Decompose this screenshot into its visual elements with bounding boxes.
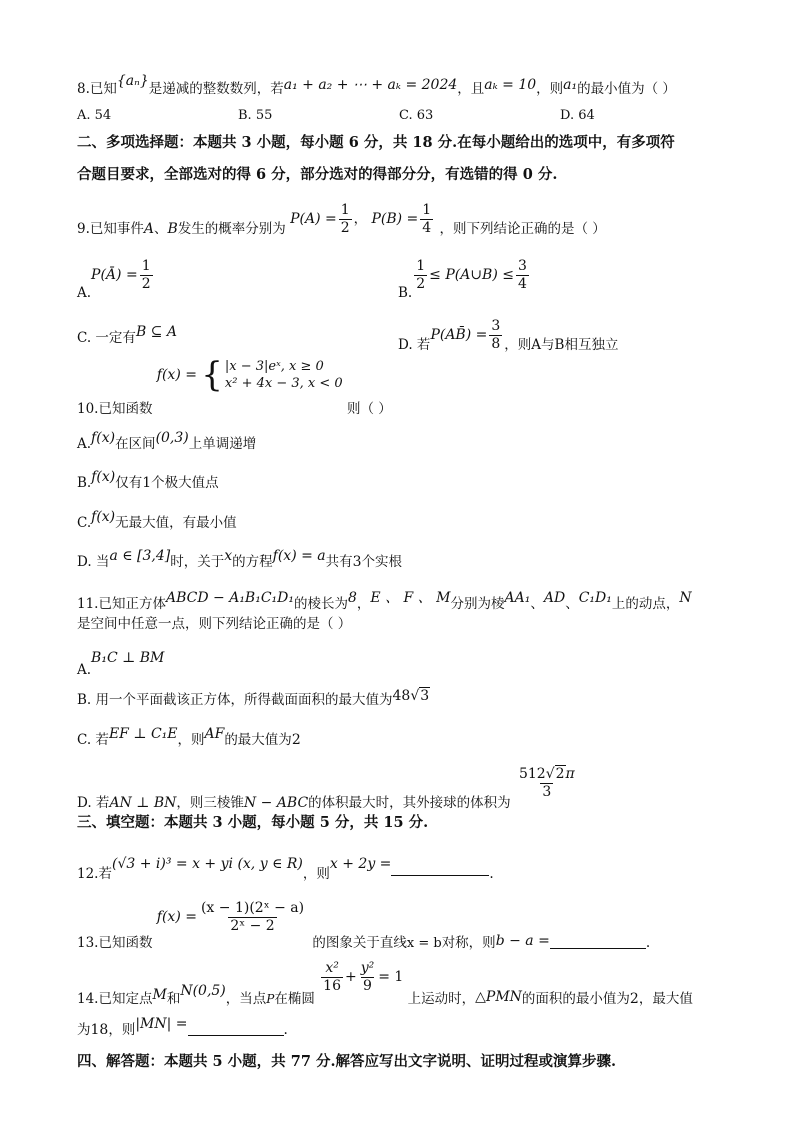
text: 在区间	[115, 436, 156, 452]
tetrahedron: N − ABC	[243, 795, 309, 811]
option-label: C.	[77, 515, 92, 531]
denominator: 4	[517, 276, 527, 292]
question-14: 14.已知定点M和N(0,5)，当点P在椭圆 $\frac{\text{x²}}{16}$ + $\frac{\text{y²}}{9}$ = 1 上运动时，△PMN的面积的最小值为2，最大值	[77, 960, 693, 1007]
section-heading-2: 二、多项选择题：本题共 3 小题，每小题 6 分，共 18 分.在每小题给出的选项中，有多项符	[77, 134, 675, 151]
text: 已知函数	[98, 400, 153, 417]
option-label: A.	[77, 662, 92, 678]
edge-ad: AD	[543, 590, 566, 606]
text: 已知事件	[89, 221, 144, 237]
text: 仅有	[115, 475, 143, 491]
text: 和	[166, 991, 181, 1007]
question-number: 13.	[77, 935, 99, 951]
text: 发生的概率分别为	[177, 221, 286, 237]
text: 在椭圆	[274, 991, 315, 1007]
q11-option-d[interactable]	[77, 760, 579, 811]
function-symbol: f(x) =	[156, 909, 197, 925]
numerator: 512	[518, 766, 546, 782]
text: 已知定点	[98, 991, 153, 1007]
numerator: x²	[325, 960, 339, 976]
option-label: A.	[77, 436, 92, 452]
option-text: B. 用一个平面截该正方体，所得截面面积的最大值为	[77, 692, 393, 708]
text: 已知函数	[98, 935, 153, 951]
text: 的方程	[232, 554, 273, 570]
line-equation: x = b	[406, 936, 442, 951]
q10-option-c[interactable]	[77, 507, 237, 531]
expression: P(AB̄) =	[430, 327, 488, 343]
denominator: 9	[363, 978, 372, 994]
option-label: C. 若	[77, 732, 109, 748]
text: ，则	[177, 732, 205, 748]
q9-option-b[interactable]	[398, 258, 531, 301]
interval: (0,3)	[155, 430, 189, 446]
text: 个实根	[361, 554, 403, 570]
q11-option-a[interactable]	[77, 648, 165, 678]
sphere-volume-fraction: $\frac{512√2\pi}{3}$	[518, 766, 575, 800]
expression: (√3 + i)³ = x + yi (x, y ∈ R)	[111, 856, 303, 872]
text: ，	[356, 596, 371, 612]
sum-expression: a₁ + a₂ + ⋯ + aₖ = 2024	[283, 77, 458, 93]
separator: ，	[353, 211, 368, 227]
section-heading-3: 三、填空题：本题共 3 小题，每小题 5 分，共 15 分.	[77, 814, 429, 831]
expression: B ⊆ A	[135, 324, 177, 340]
fraction-one-half	[414, 258, 427, 293]
question-number: 9.	[77, 221, 90, 237]
option-label: D. 若	[398, 337, 431, 353]
numerator: 3	[517, 258, 527, 274]
text: 的图象关于直线	[312, 935, 407, 951]
ak-expression: aₖ = 10	[484, 77, 537, 93]
numerator: 1	[340, 202, 350, 218]
denominator: 3	[542, 784, 552, 800]
fraction-one-quarter	[420, 202, 433, 237]
piece-2: x² + 4x − 3, x < 0	[224, 376, 343, 391]
expression: B₁C ⊥ BM	[91, 650, 165, 666]
q11-option-b[interactable]: B. 用一个平面截该正方体，所得截面面积的最大值为48√3	[77, 688, 430, 708]
fraction-one-half	[140, 258, 153, 293]
denominator: 4	[422, 220, 432, 236]
pb-expression: P(B) =	[371, 211, 419, 227]
question-11-cont: 是空间中任意一点，则下列结论正确的是（ ）	[77, 616, 352, 632]
question-number: 8.	[77, 81, 90, 97]
separator: 、	[154, 221, 168, 237]
text: ，则	[536, 81, 564, 97]
text: 已知正方体	[98, 596, 166, 612]
text: 无最大值，有最小值	[115, 515, 237, 531]
text: ，则A与B相互独立	[504, 337, 619, 353]
expression: P(Ā) =	[91, 267, 138, 283]
edge-aa1: AA₁	[504, 590, 531, 606]
edge-length: 8	[348, 590, 357, 606]
period: .	[489, 866, 494, 882]
event-b: B	[167, 221, 178, 237]
target-expression: b − a =	[495, 933, 550, 949]
piecewise-definition: { |x − 3|eˣ, x ≥ 0 x² + 4x − 3, x < 0	[201, 355, 343, 395]
denominator: 2ˣ − 2	[230, 918, 275, 934]
option-label: B.	[398, 285, 413, 301]
function-fraction	[199, 900, 306, 935]
text: 则（ ）	[346, 400, 392, 417]
numerator: y²	[360, 960, 375, 976]
denominator: 16	[323, 978, 341, 994]
event-a: A	[143, 221, 155, 237]
expression: f(x)	[91, 469, 116, 485]
cube-name: ABCD − A₁B₁C₁D₁	[165, 590, 294, 606]
separator: 、	[530, 596, 544, 612]
target-expression: |MN| =	[135, 1016, 188, 1032]
segment-af: AF	[204, 726, 225, 742]
numerator: 1	[141, 258, 151, 274]
variable: x	[224, 548, 233, 564]
text: ，则	[108, 1022, 136, 1038]
text: ，最大值	[638, 991, 693, 1007]
text: 个极大值点	[151, 475, 219, 491]
question-12	[77, 854, 494, 882]
number: 1	[142, 475, 152, 491]
question-number: 14.	[77, 991, 99, 1007]
expression: a ∈ [3,4]	[109, 548, 171, 564]
section-heading-2-cont: 合题目要求，全部选对的得 6 分，部分选对的得部分分，有选错的得 0 分.	[77, 166, 558, 183]
option-label: D. 当	[77, 554, 110, 570]
ellipse-x-term	[321, 960, 343, 995]
answer-blank[interactable]	[391, 863, 489, 876]
q10-option-d[interactable]	[77, 546, 403, 570]
expression: f(x)	[91, 430, 116, 446]
option-c[interactable]: C. 63	[399, 108, 434, 123]
expression: AN ⊥ BN	[109, 795, 177, 811]
question-number: 12.	[77, 866, 99, 882]
question-number: 11.	[77, 596, 99, 612]
pa-expression: P(A) =	[290, 211, 337, 227]
number: 2	[291, 732, 301, 748]
text: 的最小值为（ ）	[577, 81, 676, 97]
option-label: B.	[77, 475, 92, 491]
triangle-pmn: △PMN	[475, 989, 522, 1005]
sequence-symbol: {aₙ}	[116, 73, 149, 89]
points: E 、 F 、 M	[370, 590, 451, 606]
numerator: 1	[416, 258, 426, 274]
option-d[interactable]: D. 64	[560, 108, 595, 123]
text: 共有	[325, 554, 353, 570]
q9-option-d[interactable]	[398, 318, 618, 353]
option-label: A.	[77, 285, 92, 301]
expression: ≤ P(A∪B) ≤	[429, 267, 514, 283]
q11-option-c[interactable]	[77, 724, 301, 748]
radicand: 2	[555, 766, 565, 782]
ellipse-y-term	[359, 960, 377, 995]
radicand: 3	[420, 688, 430, 704]
denominator: 2	[340, 220, 350, 236]
point-n: N	[679, 590, 692, 606]
text: 若	[98, 866, 112, 882]
point-m: M	[152, 987, 167, 1003]
question-9	[77, 202, 606, 247]
text: 对称，则	[441, 935, 496, 951]
pi: π	[565, 766, 575, 782]
option-text: C. 一定有	[77, 330, 136, 346]
numerator: 1	[422, 202, 432, 218]
point-n: N(0,5)	[180, 983, 226, 999]
numerator: 3	[491, 318, 501, 334]
text: ，当点	[225, 991, 267, 1007]
a1-symbol: a₁	[563, 77, 578, 93]
question-number: 10.	[77, 400, 99, 417]
question-8	[77, 73, 676, 99]
text: 是递减的整数数列，若	[148, 81, 284, 97]
q9-option-c[interactable]	[77, 322, 177, 346]
text: 上运动时，	[407, 991, 476, 1007]
number: 3	[352, 554, 362, 570]
text: 已知	[89, 81, 117, 97]
text: 为	[77, 1022, 91, 1038]
separator: 、	[565, 596, 579, 612]
point-p: P	[266, 992, 275, 1006]
text: 的面积的最小值为	[521, 991, 630, 1007]
question-13	[77, 896, 651, 951]
period: .	[645, 935, 651, 951]
denominator: 8	[491, 336, 501, 352]
text: 时，关于	[170, 554, 225, 570]
text: 上单调递增	[188, 436, 257, 452]
expression: EF ⊥ C₁E	[108, 726, 178, 742]
text: ，则三棱锥	[176, 795, 244, 811]
fraction-one-half	[339, 202, 352, 237]
answer-blank[interactable]	[188, 1023, 284, 1036]
number: 48	[392, 688, 411, 704]
q10-option-a[interactable]	[77, 428, 257, 452]
text: ，则	[302, 866, 330, 882]
function-symbol: f(x) =	[156, 366, 197, 383]
q10-option-b[interactable]	[77, 467, 219, 491]
numerator: (x − 1)(2ˣ − a)	[200, 900, 305, 916]
fraction-three-quarters	[516, 258, 529, 293]
equals-one: = 1	[378, 969, 404, 985]
question-11	[77, 588, 692, 612]
section-heading-4: 四、解答题：本题共 5 小题，共 77 分.解答应写出文字说明、证明过程或演算步骤.	[77, 1053, 617, 1070]
option-label: D. 若	[77, 795, 110, 811]
edge-c1d1: C₁D₁	[578, 590, 612, 606]
question-10	[77, 355, 392, 417]
target-expression: x + 2y =	[329, 856, 392, 872]
option-b[interactable]: B. 55	[238, 108, 273, 123]
q9-option-a[interactable]	[77, 258, 155, 301]
fraction-three-eighths	[489, 318, 502, 353]
answer-blank[interactable]	[550, 936, 646, 949]
denominator: 2	[416, 276, 426, 292]
text: 的体积最大时，其外接球的体积为	[308, 795, 511, 811]
text: 上的动点，	[611, 596, 680, 612]
text: ，且	[457, 81, 485, 97]
equation: f(x) = a	[272, 548, 326, 564]
expression: f(x)	[91, 509, 116, 525]
piece-1: |x − 3|eˣ, x ≥ 0	[224, 359, 324, 374]
period: .	[283, 1022, 288, 1038]
text: 的最大值为	[224, 732, 292, 748]
text: ，则下列结论正确的是（ ）	[439, 221, 606, 237]
question-14-cont	[77, 1014, 288, 1038]
text: 分别为棱	[450, 596, 505, 612]
option-a[interactable]: A. 54	[77, 108, 112, 123]
text: 的棱长为	[294, 596, 348, 612]
min-area: 2	[629, 991, 639, 1007]
denominator: 2	[141, 276, 151, 292]
max-area: 18	[90, 1022, 109, 1038]
